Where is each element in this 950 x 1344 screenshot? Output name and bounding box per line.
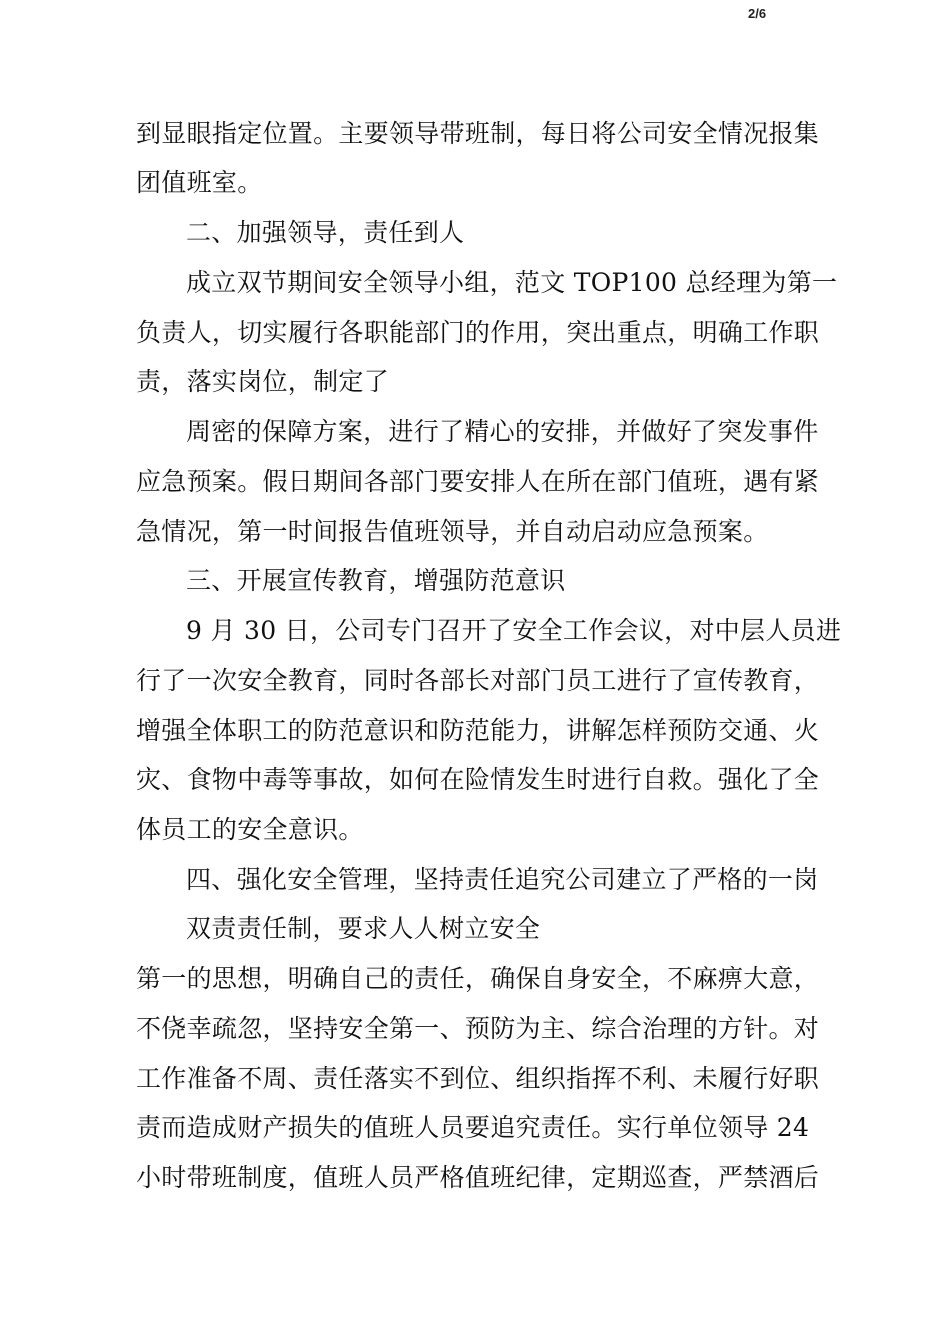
text-line: 应急预案。假日期间各部门要安排人在所在部门值班，遇有紧 xyxy=(136,467,820,496)
section-heading: 二、加强领导，责任到人 xyxy=(186,218,465,247)
text-line: 增强全体职工的防范意识和防范能力，讲解怎样预防交通、火 xyxy=(136,716,820,745)
text-line: 体员工的安全意识。 xyxy=(136,815,364,844)
text-line: 团值班室。 xyxy=(136,168,263,197)
text-line: 9 月 30 日，公司专门召开了安全工作会议，对中层人员进 xyxy=(186,616,842,645)
text-line: 第一的思想，明确自己的责任，确保自身安全，不麻痹大意， xyxy=(136,964,820,993)
text-line: 负责人，切实履行各职能部门的作用，突出重点，明确工作职 xyxy=(136,318,820,347)
text-line: 到显眼指定位置。主要领导带班制，每日将公司安全情况报集 xyxy=(136,119,820,148)
text-line: 责而造成财产损失的值班人员要追究责任。实行单位领导 24 xyxy=(136,1113,810,1142)
text-line: 周密的保障方案，进行了精心的安排，并做好了突发事件 xyxy=(186,417,819,446)
text-line: 责，落实岗位，制定了 xyxy=(136,367,390,396)
text-line: 双责责任制，要求人人树立安全 xyxy=(186,914,541,943)
text-line: 急情况，第一时间报告值班领导，并自动启动应急预案。 xyxy=(136,517,769,546)
page-number: 2/6 xyxy=(748,6,767,21)
text-line: 工作准备不周、责任落实不到位、组织指挥不利、未履行好职 xyxy=(136,1064,820,1093)
text-line: 行了一次安全教育，同时各部长对部门员工进行了宣传教育， xyxy=(136,666,820,695)
text-line: 成立双节期间安全领导小组，范文 TOP100 总经理为第一 xyxy=(186,268,838,297)
text-line: 不侥幸疏忽，坚持安全第一、预防为主、综合治理的方针。对 xyxy=(136,1014,820,1043)
section-heading: 三、开展宣传教育，增强防范意识 xyxy=(186,566,566,595)
text-line: 小时带班制度，值班人员严格值班纪律，定期巡查，严禁酒后 xyxy=(136,1163,820,1192)
section-heading: 四、强化安全管理，坚持责任追究公司建立了严格的一岗 xyxy=(186,865,819,894)
text-line: 灾、食物中毒等事故，如何在险情发生时进行自救。强化了全 xyxy=(136,765,820,794)
